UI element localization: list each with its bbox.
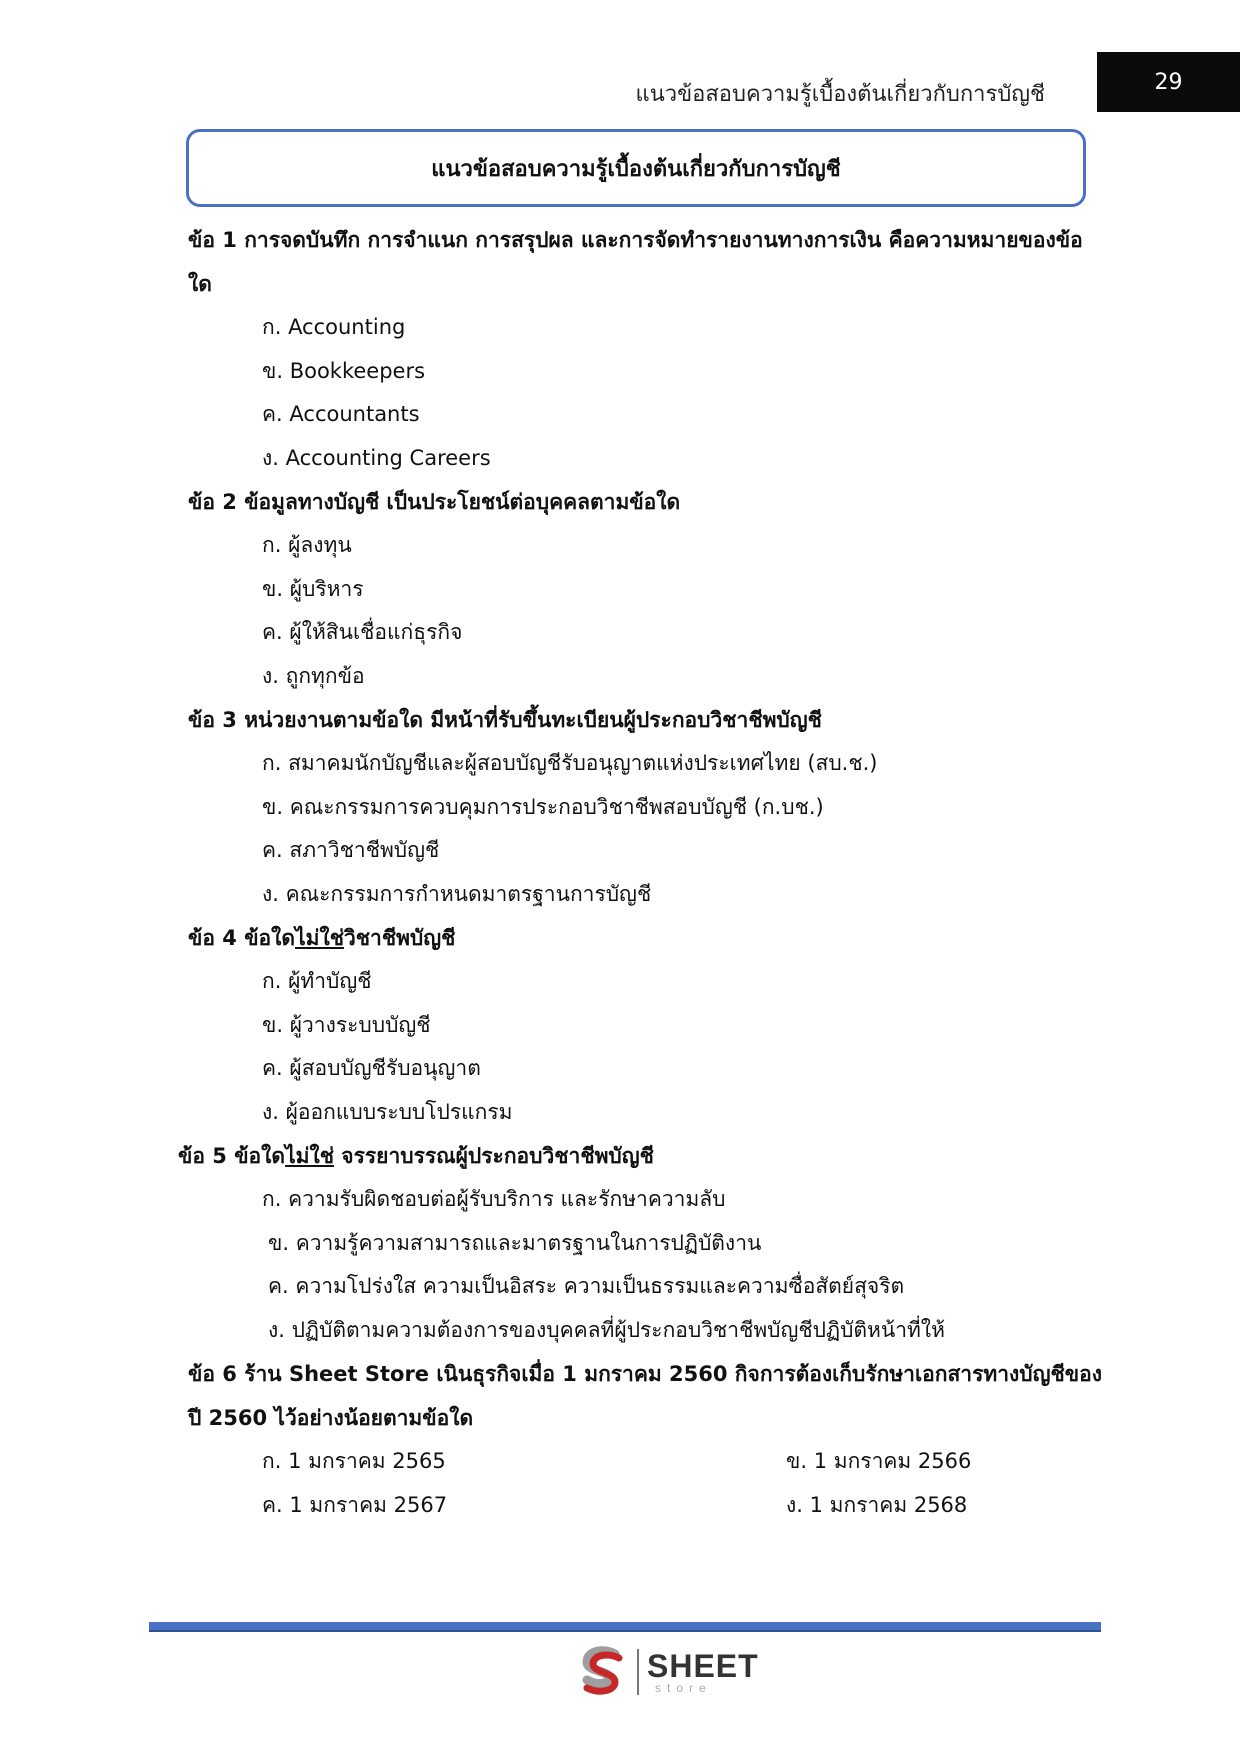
question-2-option-a: ก. ผู้ลงทุน (262, 533, 352, 557)
question-1-stem-continued: ใด (188, 272, 212, 296)
question-6-option-c: ค. 1 มกราคม 2567 (262, 1493, 448, 1517)
question-3-option-c: ค. สภาวิชาชีพบัญชี (262, 838, 440, 862)
question-4-stem (188, 925, 455, 951)
question-5-option-b: ข. ความรู้ความสามารถและมาตรฐานในการปฏิบัติงาน (268, 1231, 762, 1255)
question-4-option-a: ก. ผู้ทำบัญชี (262, 969, 372, 993)
question-6-option-b: ข. 1 มกราคม 2566 (786, 1449, 972, 1473)
question-3-option-a: ก. สมาคมนักบัญชีและผู้สอบบัญชีรับอนุญาตแห่งประเทศไทย (สบ.ช.) (262, 751, 878, 775)
question-5-option-a: ก. ความรับผิดชอบต่อผู้รับบริการ และรักษาความลับ (262, 1187, 726, 1211)
question-5-stem (178, 1143, 654, 1169)
question-3-option-d: ง. คณะกรรมการกำหนดมาตรฐานการบัญชี (262, 882, 652, 906)
question-5-stem-negation: ไม่ใช่ (285, 1144, 334, 1168)
question-6-option-d: ง. 1 มกราคม 2568 (786, 1493, 968, 1517)
question-6-stem-continued: ปี 2560 ไว้อย่างน้อยตามข้อใด (188, 1406, 474, 1430)
question-6-stem: ข้อ 6 ร้าน Sheet Store เนินธุรกิจเมื่อ 1 มกราคม 2560 กิจการต้องเก็บรักษาเอกสารทางบัญชีของ (188, 1362, 1102, 1386)
question-1-option-d: ง. Accounting Careers (262, 446, 491, 470)
question-2-stem: ข้อ 2 ข้อมูลทางบัญชี เป็นประโยชน์ต่อบุคคลตามข้อใด (188, 490, 681, 514)
sheet-store-s-icon (575, 1644, 631, 1700)
logo-divider (637, 1649, 639, 1695)
footer-rule (149, 1622, 1101, 1632)
question-4-stem-negation: ไม่ใช่ (295, 926, 344, 950)
page-number: 29 (1154, 69, 1183, 95)
question-4-stem-lead: ข้อ 4 ข้อใด (188, 926, 296, 950)
question-1-option-a: ก. Accounting (262, 315, 406, 339)
running-header-title: แนวข้อสอบความรู้เบื้องต้นเกี่ยวกับการบัญชี (635, 82, 1045, 107)
logo-word: SHEET (647, 1648, 759, 1684)
question-4-option-b: ข. ผู้วางระบบบัญชี (262, 1013, 431, 1037)
question-1-option-c: ค. Accountants (262, 402, 420, 426)
title-box (186, 129, 1086, 207)
question-5-option-d: ง. ปฏิบัติตามความต้องการของบุคคลที่ผู้ประกอบวิชาชีพบัญชีปฏิบัติหน้าที่ให้ (268, 1318, 945, 1342)
question-5-stem-tail: จรรยาบรรณผู้ประกอบวิชาชีพบัญชี (333, 1144, 654, 1168)
question-3-option-b: ข. คณะกรรมการควบคุมการประกอบวิชาชีพสอบบัญชี (ก.บช.) (262, 795, 824, 819)
page-number-block (1097, 52, 1240, 112)
question-3-stem: ข้อ 3 หน่วยงานตามข้อใด มีหน้าที่รับขึ้นทะเบียนผู้ประกอบวิชาชีพบัญชี (188, 708, 822, 732)
question-2-option-c: ค. ผู้ให้สินเชื่อแก่ธุรกิจ (262, 620, 463, 644)
question-5-stem-lead: ข้อ 5 ข้อใด (178, 1144, 286, 1168)
question-1-stem: ข้อ 1 การจดบันทึก การจำแนก การสรุปผล และการจัดทำรายงานทางการเงิน คือความหมายของข้อ (188, 228, 1083, 252)
question-2-option-b: ข. ผู้บริหาร (262, 577, 364, 601)
title-box-text: แนวข้อสอบความรู้เบื้องต้นเกี่ยวกับการบัญชี (431, 156, 841, 182)
question-4-stem-tail: วิชาชีพบัญชี (343, 926, 456, 950)
question-5-option-c: ค. ความโปร่งใส ความเป็นอิสระ ความเป็นธรรมและความซื่อสัตย์สุจริต (268, 1274, 905, 1298)
sheet-store-logo (575, 1644, 759, 1700)
question-1-option-b: ข. Bookkeepers (262, 359, 426, 383)
question-4-option-c: ค. ผู้สอบบัญชีรับอนุญาต (262, 1056, 481, 1080)
question-4-option-d: ง. ผู้ออกแบบระบบโปรแกรม (262, 1100, 513, 1124)
question-6-option-a: ก. 1 มกราคม 2565 (262, 1449, 446, 1473)
question-2-option-d: ง. ถูกทุกข้อ (262, 664, 365, 688)
logo-subword: store (655, 1681, 712, 1695)
logo-text (647, 1650, 759, 1694)
